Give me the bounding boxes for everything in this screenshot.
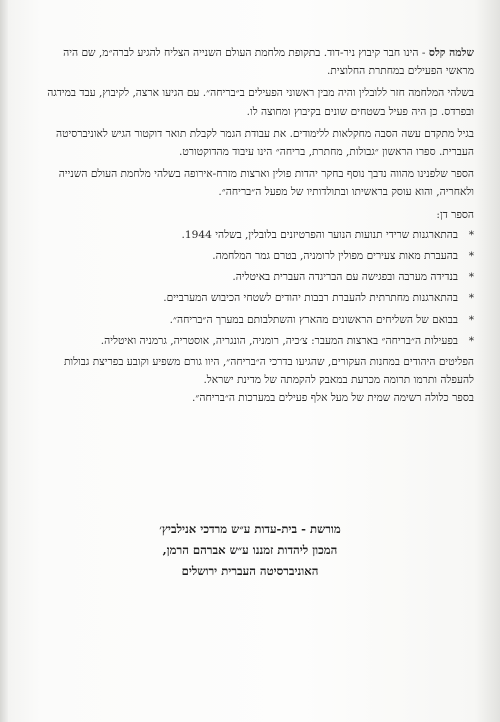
list-item: * בנדידה מערבה ובפגישה עם הבריגדה העברית באיטליה. [34, 268, 474, 286]
publishers-block [60, 519, 440, 582]
bullet-marker: * [468, 228, 474, 241]
bullet-marker: * [468, 334, 474, 347]
cover-spine-edge [0, 0, 8, 722]
topics-intro: הספר דן: [436, 208, 474, 221]
paragraph-refugees: הפליטים היהודים במחנות העקורים, שהגיעו בדרכי ה״בריחה״, היוו גורם משפיע וקובע בפריצת גבולות להעפלה ותרמו תרומה מכרעת במאבק להקמתה של מדינת ישראל. [63, 356, 474, 387]
topics-list [34, 226, 474, 350]
paragraph-return: בשלהי המלחמה חזר ללובלין והיה מבין ראשוני הפעילים ב״בריחה״. עם הגיעו ארצה, לקיבוץ, עבד במידגה ובפרדס. כן היה פעיל בשטחים שונים בקיבוץ ומחוצה לו. [47, 87, 474, 118]
publisher-university: האוניברסיטה העברית ירושלים [181, 564, 319, 578]
author-bio [34, 44, 474, 80]
publisher-moreshet: מורשת - בית-עדות ע״ש מרדכי אנילביץ׳ [159, 522, 341, 536]
bullet-marker: * [468, 271, 474, 284]
list-item: * בהתארגנות מחתרתית להעברת רבבות יהודים לשטחי הכיבוש המערביים. [34, 289, 474, 307]
bullet-marker: * [468, 292, 474, 305]
publisher-institute: המכון ליהדות זמננו ע״ש אברהם הרמן, [162, 543, 338, 557]
bullet-marker: * [468, 250, 474, 263]
bullet-marker: * [468, 313, 474, 326]
blurb-text [34, 44, 474, 412]
list-item: * בהתארגנות שרידי תנועות הנוער והפרטיזנים בלובלין, בשלהי 1944. [34, 226, 474, 244]
list-item: * בפעילות ה״בריחה״ בארצות המעבר: צ׳כיה, רומניה, הונגריה, אוסטריה, גרמניה ואיטליה. [34, 332, 474, 350]
author-bio-text: - הינו חבר קיבוץ ניר-דוד. בתקופת מלחמת העולם השנייה הצליח להגיע לברה״מ, שם היה מראשי הפעילים במחתרת החלוצית. [63, 47, 474, 78]
author-name: שלמה קלס [428, 47, 474, 59]
paragraph-name-list: בספר כלולה רשימה שמית של מעל אלף פעילים במערכות ה״בריחה״. [191, 392, 474, 405]
list-item: * בבואם של השליחים הראשונים מהארץ והשתלבותם במערך ה״בריחה״. [34, 311, 474, 329]
paragraph-book-topic: הספר שלפנינו מהווה נדבך נוסף בחקר יהדות פולין וארצות מזרח-אירופה בשלהי מלחמת העולם השנייה ולאחריה, והוא עוסק בראשיתו ובתולדותיו של מפעל ה״בריחה״. [58, 168, 474, 199]
paragraph-studies: בגיל מתקדם עשה הסבה מחקלאות ללימודים. את עבודת הגמר לקבלת תואר דוקטור הגיש לאוניברסיטה העברית. ספרו הראשון ״גבולות, מחתרת, בריחה״ הינו עיבוד מהדוקטורט. [55, 127, 474, 159]
list-item: * בהעברת מאות צעירים מפולין לרומניה, בטרם גמר המלחמה. [34, 247, 474, 265]
